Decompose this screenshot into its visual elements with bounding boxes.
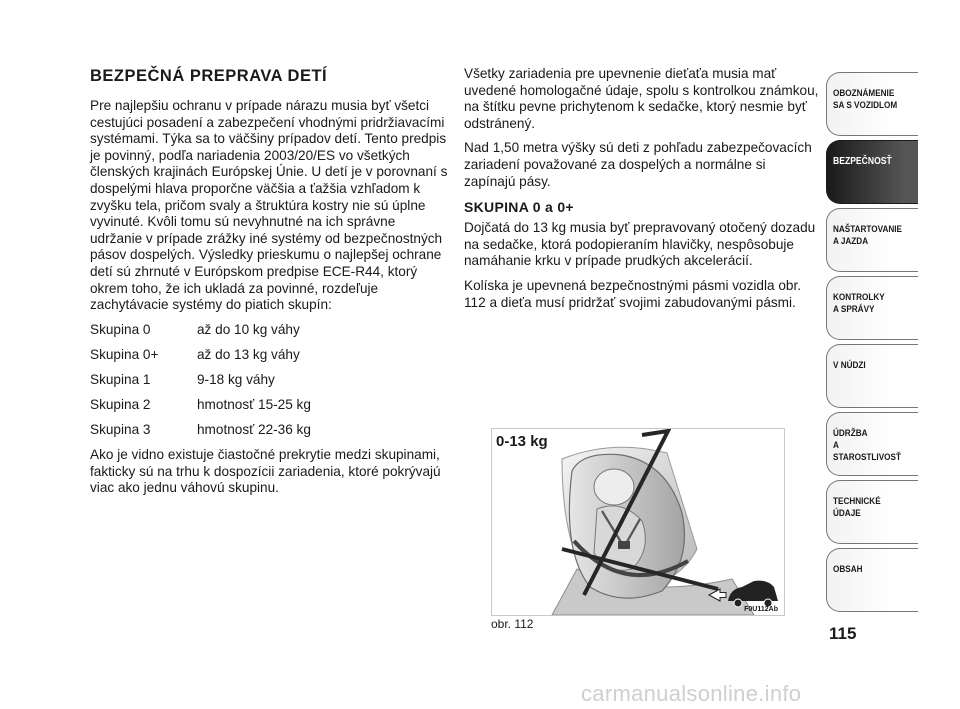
- tab-oboznamenie[interactable]: [826, 72, 918, 136]
- homologation-paragraph: Všetky zariadenia pre upevnenie dieťaťa musia mať uvedené homologačné údaje, spolu s kontrolkou známkou, na štítku pevne prichytenom k sedačke, ktorý nesmie byť odstránený.: [464, 66, 819, 131]
- group-row: [90, 372, 450, 389]
- figure-ref-code: F0U112Ab: [744, 606, 778, 613]
- group-name: Skupina 0+: [90, 346, 159, 362]
- right-column: [464, 66, 819, 319]
- tab-label: BEZPEČNOSŤ: [833, 156, 892, 167]
- group-row: [90, 347, 450, 364]
- tab-label: KONTROLKY A SPRÁVY: [833, 292, 885, 315]
- weight-label: 0-13 kg: [496, 433, 548, 450]
- tab-label: OBOZNÁMENIE SA S VOZIDLOM: [833, 88, 898, 111]
- tab-technicke[interactable]: [826, 480, 918, 544]
- tab-nastartovanie[interactable]: [826, 208, 918, 272]
- group-desc: hmotnosť 22-36 kg: [197, 422, 311, 438]
- tab-label: NAŠTARTOVANIE A JAZDA: [833, 224, 903, 247]
- infant-paragraph: Dojčatá do 13 kg musia byť prepravovaný otočený dozadu na sedačke, ktorá podopieraním hlavičky, nespôsobuje namáhanie krku v prípade prudkých akcelerácií.: [464, 220, 816, 269]
- tab-label: V NÚDZI: [833, 360, 866, 371]
- group-desc: 9-18 kg váhy: [197, 371, 275, 387]
- tab-label: ÚDRŽBA A STAROSTLIVOSŤ: [833, 428, 901, 463]
- group-name: Skupina 0: [90, 321, 151, 337]
- tab-label: TECHNICKÉ ÚDAJE: [833, 496, 881, 519]
- closing-paragraph: Ako je vidno existuje čiastočné prekrytie medzi skupinami, fakticky sú na trhu k dospozícii zariadenia, ktoré pokrývajú viac ako jednu váhovú skupinu.: [90, 447, 441, 496]
- left-column: [90, 66, 450, 505]
- group-desc: až do 10 kg váhy: [197, 321, 300, 337]
- watermark: carmanualsonline.info: [581, 681, 802, 706]
- chapter-tabs: [826, 72, 918, 616]
- group-desc: hmotnosť 15-25 kg: [197, 397, 311, 412]
- tab-kontrolky[interactable]: [826, 276, 918, 340]
- adult-height-paragraph: Nad 1,50 metra výšky sú deti z pohľadu zabezpečovacích zariadení považované za dospelých a normálne si zapínajú pásy.: [464, 140, 812, 189]
- group-list: [90, 322, 450, 439]
- tab-obsah[interactable]: [826, 548, 918, 612]
- tab-v-nudzi[interactable]: [826, 344, 918, 408]
- group-name: Skupina 2: [90, 397, 151, 412]
- tab-label: OBSAH: [833, 564, 863, 575]
- group-row: [90, 422, 450, 439]
- tab-udrzba[interactable]: [826, 412, 918, 476]
- page-number: 115: [829, 624, 857, 643]
- infant-carrier-drawing: [492, 429, 784, 615]
- section-subheading: SKUPINA 0 a 0+: [464, 199, 574, 216]
- group-name: Skupina 1: [90, 371, 151, 387]
- group-row: [90, 322, 450, 339]
- tab-bezpecnost[interactable]: [826, 140, 918, 204]
- group-desc: až do 13 kg váhy: [197, 346, 300, 362]
- page-title: BEZPEČNÁ PREPRAVA DETÍ: [90, 67, 328, 85]
- group-row: [90, 397, 450, 414]
- intro-paragraph: Pre najlepšiu ochranu v prípade nárazu musia byť všetci cestujúci posadení a zabezpečení vhodnými pridržiavacími systémami. Týka sa to väčšiny prípadov detí. Tento predpis je povinný, podľa nariadenia 2003/20/ES vo všetkých členských krajinách Európskej Únie. U detí je v porovnaní s dospelými hlava proporčne väčšia a ťažšia vzhľadom k zvyšku tela, pričom svaly a štruktúra kostry nie sú úplne vyvinuté. Kvôli tomu sú nevyhnutné na ich správne udržanie v prípade zrážky iné systémy od bezpečnostných pásov dospelých. Výsledky prieskumu o najlepšej ochrane detí sú zhrnuté v Európskom predpise ECE-R44, ktorý okrem toho, že ich ukladá za povinné, rozdeľuje zachytávacie systémy do piatich skupín:: [90, 98, 448, 313]
- child-seat-illustration: [491, 428, 785, 616]
- figure-caption: obr. 112: [491, 617, 534, 631]
- group-name: Skupina 3: [90, 422, 151, 438]
- cradle-paragraph: Kolíska je upevnená bezpečnostnými pásmi vozidla obr. 112 a dieťa musí pridržať svojimi zabudovanými pásmi.: [464, 277, 802, 310]
